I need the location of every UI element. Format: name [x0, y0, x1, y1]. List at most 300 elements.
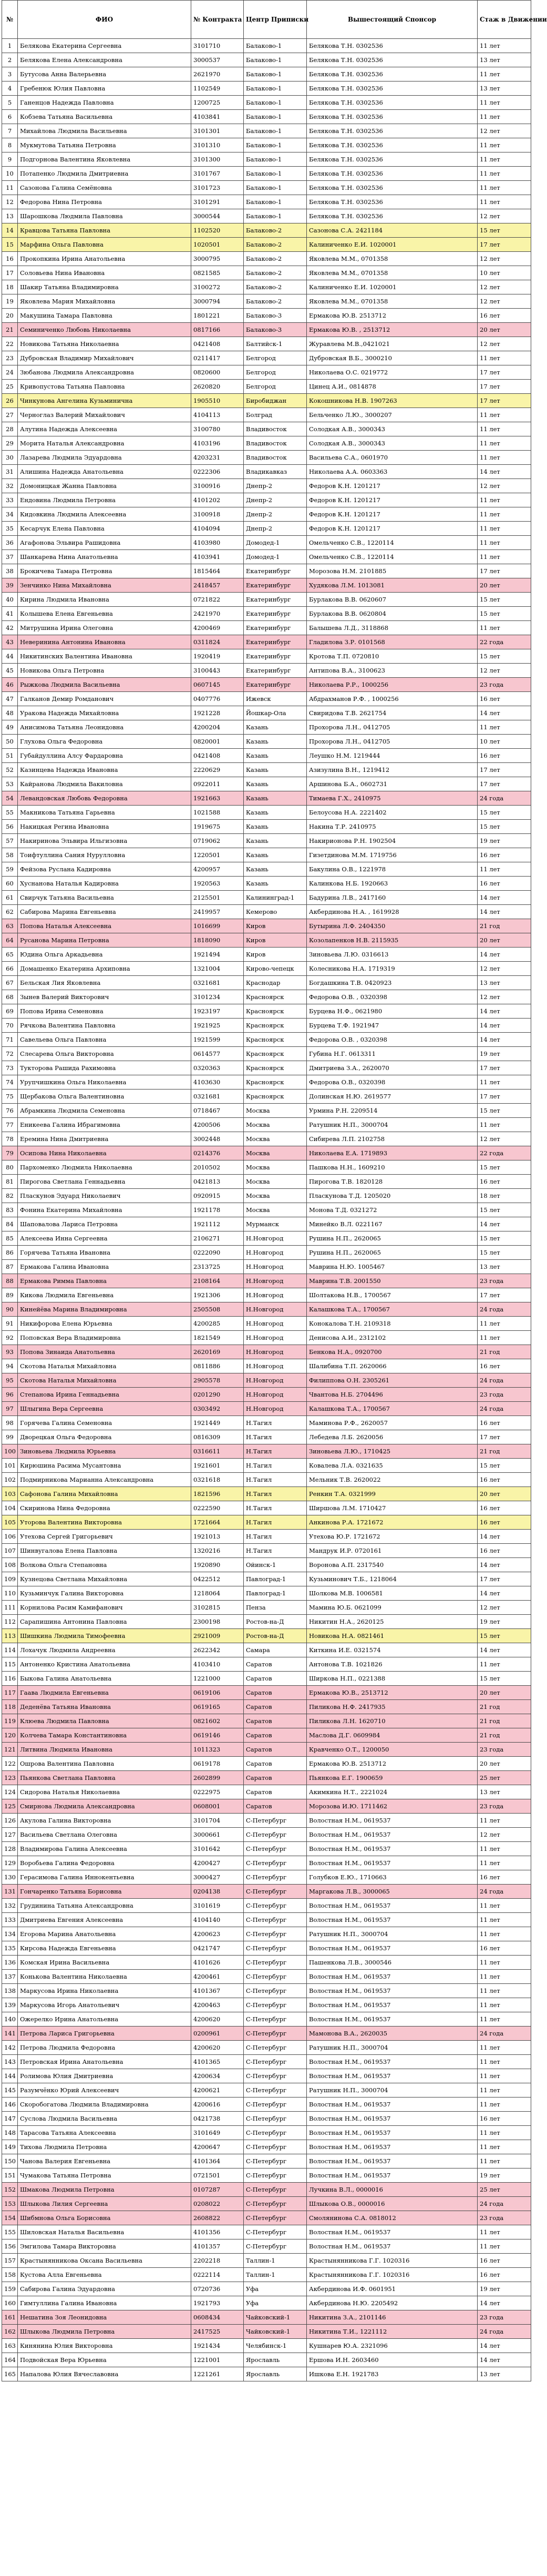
row-contract: 0222306: [191, 465, 244, 479]
row-center: Н.Тагил: [244, 1530, 307, 1544]
row-contract: 1221261: [191, 2367, 244, 2381]
row-number: 41: [2, 607, 18, 621]
row-fio: Неверинина Антонина Ивановна: [18, 635, 191, 649]
row-center: Белгород: [244, 380, 307, 394]
table-row: [2, 380, 531, 394]
row-contract: 0721822: [191, 593, 244, 607]
row-center: С-Петербург: [244, 2168, 307, 2183]
row-number: 44: [2, 649, 18, 664]
row-contract: 0311824: [191, 635, 244, 649]
table-row: [2, 536, 531, 550]
row-contract: 3000661: [191, 1828, 244, 1842]
row-contract: 0719062: [191, 834, 244, 848]
row-contract: 3101704: [191, 1814, 244, 1828]
table-row: [2, 507, 531, 522]
row-fio: Сафонова Галина Михайловна: [18, 1487, 191, 1501]
table-row: [2, 1899, 531, 1913]
table-row: [2, 53, 531, 67]
row-experience: 24 года: [478, 2197, 531, 2211]
table-row: [2, 593, 531, 607]
row-sponsor: Калинкова Н.Б. 1920663: [307, 877, 478, 891]
row-experience: 13 лет: [478, 1785, 531, 1799]
row-fio: Новикова Ольга Петровна: [18, 664, 191, 678]
row-center: Балаково-1: [244, 53, 307, 67]
row-number: 160: [2, 2296, 18, 2310]
row-center: Казань: [244, 820, 307, 834]
row-number: 79: [2, 1146, 18, 1160]
row-sponsor: Белякова Т.Н. 0302536: [307, 53, 478, 67]
row-number: 96: [2, 1388, 18, 1402]
row-number: 156: [2, 2239, 18, 2254]
row-fio: Кузнецова Светлана Михайловна: [18, 1572, 191, 1586]
row-contract: 1102520: [191, 223, 244, 238]
row-center: Красноярск: [244, 1075, 307, 1090]
row-fio: Смирнова Людмила Александровна: [18, 1799, 191, 1814]
row-experience: 16 лет: [478, 877, 531, 891]
table-row: [2, 1629, 531, 1643]
row-number: 151: [2, 2168, 18, 2183]
row-sponsor: Утехова Ю.Р. 1721672: [307, 1530, 478, 1544]
row-experience: 11 лет: [478, 67, 531, 82]
row-sponsor: Федоров К.Н. 1201217: [307, 507, 478, 522]
row-center: Балаково-1: [244, 82, 307, 96]
row-contract: 3000537: [191, 53, 244, 67]
row-sponsor: Калиниченко Е.И. 1020001: [307, 238, 478, 252]
row-center: Красноярск: [244, 1090, 307, 1104]
row-experience: 12 лет: [478, 294, 531, 309]
row-contract: 0811886: [191, 1359, 244, 1373]
row-center: С-Петербург: [244, 2069, 307, 2083]
row-fio: Пирогова Светлана Геннадьевна: [18, 1175, 191, 1189]
row-sponsor: Ренкин Т.А. 0321999: [307, 1487, 478, 1501]
row-number: 22: [2, 337, 18, 351]
row-contract: 0421408: [191, 749, 244, 763]
row-fio: Новикова Татьяна Николаевна: [18, 337, 191, 351]
row-sponsor: Яковлева М.М., 0701358: [307, 294, 478, 309]
row-experience: 25 лет: [478, 1771, 531, 1785]
row-center: С-Петербург: [244, 2197, 307, 2211]
table-row: [2, 1601, 531, 1615]
row-experience: 11 лет: [478, 2055, 531, 2069]
row-contract: 2220629: [191, 763, 244, 777]
row-center: Екатеринбург: [244, 678, 307, 692]
row-center: Балаково-1: [244, 152, 307, 167]
row-experience: 15 лет: [478, 649, 531, 664]
row-center: Казань: [244, 834, 307, 848]
table-row: [2, 2041, 531, 2055]
table-row: [2, 806, 531, 820]
row-experience: 14 лет: [478, 1530, 531, 1544]
row-number: 154: [2, 2211, 18, 2225]
row-number: 147: [2, 2112, 18, 2126]
table-row: [2, 1856, 531, 1870]
row-fio: Суслова Людмила Васильевна: [18, 2112, 191, 2126]
row-sponsor: Шолкова М.В. 1006581: [307, 1586, 478, 1601]
row-fio: Кесарчук Елена Павловна: [18, 522, 191, 536]
row-number: 70: [2, 1019, 18, 1033]
row-center: Н.Тагил: [244, 1459, 307, 1473]
table-row: [2, 1033, 531, 1047]
row-fio: Скиринова Нина Федоровна: [18, 1501, 191, 1515]
row-fio: Гимтуллина Галина Ивановна: [18, 2296, 191, 2310]
row-center: Владивосток: [244, 422, 307, 436]
row-center: Чайковский-1: [244, 2310, 307, 2325]
row-contract: 0201290: [191, 1388, 244, 1402]
row-center: Н.Тагил: [244, 1487, 307, 1501]
row-center: Казань: [244, 777, 307, 791]
row-number: 76: [2, 1104, 18, 1118]
row-experience: 16 лет: [478, 692, 531, 706]
row-experience: 12 лет: [478, 1601, 531, 1615]
row-number: 7: [2, 124, 18, 138]
table-row: [2, 2296, 531, 2310]
row-center: Екатеринбург: [244, 649, 307, 664]
row-experience: 12 лет: [478, 962, 531, 976]
row-contract: 4101364: [191, 2154, 244, 2168]
row-number: 9: [2, 152, 18, 167]
row-number: 77: [2, 1118, 18, 1132]
row-center: Балаково-1: [244, 110, 307, 124]
table-row: [2, 1331, 531, 1345]
table-row: [2, 1175, 531, 1189]
row-experience: 11 лет: [478, 39, 531, 53]
row-contract: 0821585: [191, 266, 244, 280]
row-number: 102: [2, 1473, 18, 1487]
row-center: Белгород: [244, 365, 307, 380]
table-row: [2, 749, 531, 763]
row-center: Красноярск: [244, 990, 307, 1004]
row-experience: 23 года: [478, 1274, 531, 1288]
row-contract: 0204138: [191, 1885, 244, 1899]
row-contract: 0316611: [191, 1444, 244, 1459]
row-center: Ярославль: [244, 2353, 307, 2367]
row-number: 72: [2, 1047, 18, 1061]
row-experience: 15 лет: [478, 1629, 531, 1643]
row-experience: 20 лет: [478, 323, 531, 337]
row-experience: 12 лет: [478, 990, 531, 1004]
row-number: 28: [2, 422, 18, 436]
row-fio: Федорова Нина Петровна: [18, 195, 191, 209]
row-center: С-Петербург: [244, 2055, 307, 2069]
row-number: 52: [2, 763, 18, 777]
row-contract: 3101710: [191, 39, 244, 53]
row-number: 110: [2, 1586, 18, 1601]
row-center: Уфа: [244, 2282, 307, 2296]
row-contract: 3100780: [191, 422, 244, 436]
row-center: С-Петербург: [244, 1984, 307, 1998]
row-sponsor: Белякова Т.Н. 0302536: [307, 96, 478, 110]
row-fio: Подвойская Вера Юрьевна: [18, 2353, 191, 2367]
row-contract: 0820001: [191, 735, 244, 749]
row-center: Москва: [244, 1104, 307, 1118]
row-center: Балаково-2: [244, 280, 307, 294]
row-fio: Бельская Лия Яковлевна: [18, 976, 191, 990]
row-fio: Алексеева Инна Сергеевна: [18, 1231, 191, 1246]
table-row: [2, 39, 531, 53]
row-center: Балаково-1: [244, 181, 307, 195]
row-center: Краснодар: [244, 976, 307, 990]
table-row: [2, 493, 531, 507]
table-row: [2, 678, 531, 692]
row-contract: 1921599: [191, 1033, 244, 1047]
row-center: С-Петербург: [244, 1814, 307, 1828]
row-sponsor: Ратушник Н.П., 3000704: [307, 1927, 478, 1941]
row-experience: 14 лет: [478, 905, 531, 919]
row-fio: Горячева Галина Семеновна: [18, 1416, 191, 1430]
row-contract: 1905510: [191, 394, 244, 408]
row-fio: Мукмутова Татьяна Петровна: [18, 138, 191, 152]
row-experience: 11 лет: [478, 422, 531, 436]
table-row: [2, 522, 531, 536]
row-contract: 2418457: [191, 578, 244, 593]
row-experience: 11 лет: [478, 2154, 531, 2168]
row-contract: 4203231: [191, 451, 244, 465]
row-number: 18: [2, 280, 18, 294]
row-contract: 3100443: [191, 664, 244, 678]
row-center: Екатеринбург: [244, 593, 307, 607]
row-contract: 2505508: [191, 1302, 244, 1317]
row-center: С-Петербург: [244, 2041, 307, 2055]
row-experience: 24 года: [478, 1373, 531, 1388]
row-sponsor: Маминова Р.Ф., 2620057: [307, 1416, 478, 1430]
row-experience: 11 лет: [478, 507, 531, 522]
table-row: [2, 422, 531, 436]
table-row: [2, 635, 531, 649]
row-sponsor: Пирогова Т.В. 1820128: [307, 1175, 478, 1189]
row-experience: 11 лет: [478, 1856, 531, 1870]
table-row: [2, 337, 531, 351]
row-number: 51: [2, 749, 18, 763]
row-sponsor: Бурцева Т.Ф. 1921947: [307, 1019, 478, 1033]
row-center: Балаково-1: [244, 195, 307, 209]
row-contract: 1821549: [191, 1331, 244, 1345]
row-contract: 3000427: [191, 1870, 244, 1885]
table-row: [2, 209, 531, 223]
row-fio: Сабирова Марина Евгеньевна: [18, 905, 191, 919]
table-row: [2, 2027, 531, 2041]
row-center: Белгород: [244, 351, 307, 365]
row-experience: 24 года: [478, 1302, 531, 1317]
row-fio: Ошрова Валентина Павловна: [18, 1757, 191, 1771]
row-fio: Шиловская Наталья Васильевна: [18, 2225, 191, 2239]
table-row: [2, 2083, 531, 2098]
row-number: 59: [2, 862, 18, 877]
row-contract: 0321618: [191, 1473, 244, 1487]
row-sponsor: Омельченко С.В., 1220114: [307, 536, 478, 550]
row-sponsor: Омельченко С.В., 1220114: [307, 550, 478, 564]
row-center: Москва: [244, 1160, 307, 1175]
table-row: [2, 1317, 531, 1331]
table-row: [2, 124, 531, 138]
table-row: [2, 1047, 531, 1061]
row-number: 145: [2, 2083, 18, 2098]
row-fio: Губайдуллина Алсу Фардаровна: [18, 749, 191, 763]
row-fio: Скоробогатова Людмила Владимировна: [18, 2098, 191, 2112]
row-experience: 14 лет: [478, 465, 531, 479]
table-row: [2, 692, 531, 706]
row-fio: Клюева Людмила Павловна: [18, 1714, 191, 1728]
row-contract: 4101365: [191, 2055, 244, 2069]
row-number: 81: [2, 1175, 18, 1189]
row-sponsor: Прохорова Л.Н., 0412705: [307, 720, 478, 735]
row-experience: 22 года: [478, 635, 531, 649]
row-experience: 14 лет: [478, 1558, 531, 1572]
table-row: [2, 550, 531, 564]
row-experience: 11 лет: [478, 550, 531, 564]
row-fio: Бутусова Анна Валерьевна: [18, 67, 191, 82]
table-row: [2, 1146, 531, 1160]
table-row: [2, 167, 531, 181]
table-row: [2, 408, 531, 422]
row-fio: Митрушина Ирина Олеговна: [18, 621, 191, 635]
row-experience: 14 лет: [478, 706, 531, 720]
row-center: Балаково-1: [244, 209, 307, 223]
table-row: [2, 1828, 531, 1842]
row-experience: 11 лет: [478, 351, 531, 365]
table-row: [2, 280, 531, 294]
row-fio: Крастынянникова Оксана Васильевна: [18, 2254, 191, 2268]
row-number: 127: [2, 1828, 18, 1842]
row-sponsor: Ермакова Ю.В. 2513712: [307, 1757, 478, 1771]
row-sponsor: Пиликова Л.Н. 1620710: [307, 1714, 478, 1728]
row-number: 37: [2, 550, 18, 564]
row-number: 98: [2, 1416, 18, 1430]
row-sponsor: Никитина З.А., 2101146: [307, 2310, 478, 2325]
row-sponsor: Кузьминович Т.Б., 1218064: [307, 1572, 478, 1586]
row-number: 163: [2, 2339, 18, 2353]
table-row: [2, 1643, 531, 1657]
row-center: С-Петербург: [244, 2098, 307, 2112]
row-fio: Потапенко Людмила Дмитриевна: [18, 167, 191, 181]
table-row: [2, 2069, 531, 2083]
table-row: [2, 2225, 531, 2239]
table-row: [2, 479, 531, 493]
table-row: [2, 465, 531, 479]
row-contract: 1919675: [191, 820, 244, 834]
row-fio: Чумакова Татьяна Петровна: [18, 2168, 191, 2183]
row-center: Домодед-1: [244, 550, 307, 564]
row-fio: Скотова Наталья Михайловна: [18, 1373, 191, 1388]
row-sponsor: Балышева Л.Д., 3118868: [307, 621, 478, 635]
row-sponsor: Смолянинова С.А. 0818012: [307, 2211, 478, 2225]
row-center: Красноярск: [244, 1061, 307, 1075]
row-contract: 0407776: [191, 692, 244, 706]
row-number: 17: [2, 266, 18, 280]
row-center: Владивосток: [244, 451, 307, 465]
table-row: [2, 1927, 531, 1941]
row-number: 129: [2, 1856, 18, 1870]
row-experience: 11 лет: [478, 2041, 531, 2055]
row-contract: 3101642: [191, 1842, 244, 1856]
row-center: С-Петербург: [244, 1913, 307, 1927]
row-center: Екатеринбург: [244, 664, 307, 678]
row-contract: 0222590: [191, 1501, 244, 1515]
row-sponsor: Гизетдинова М.М. 1719756: [307, 848, 478, 862]
row-fio: Тукторова Рашида Рахимовна: [18, 1061, 191, 1075]
row-number: 50: [2, 735, 18, 749]
row-sponsor: Бакулина О.В., 1221978: [307, 862, 478, 877]
row-sponsor: Пашенкова Л.В., 3000546: [307, 1956, 478, 1970]
table-row: [2, 1530, 531, 1544]
table-row: [2, 1260, 531, 1274]
row-center: Йошкар-Ола: [244, 706, 307, 720]
row-center: Балаково-2: [244, 238, 307, 252]
row-number: 115: [2, 1657, 18, 1672]
row-fio: Антоненко Кристина Анатольевна: [18, 1657, 191, 1672]
row-sponsor: Маргакова Л.В., 3000065: [307, 1885, 478, 1899]
row-number: 159: [2, 2282, 18, 2296]
row-contract: 1218064: [191, 1586, 244, 1601]
row-sponsor: Бадурина Л.В., 2417160: [307, 891, 478, 905]
table-row: [2, 2239, 531, 2254]
row-experience: 11 лет: [478, 1075, 531, 1090]
row-sponsor: Ратушник Н.П., 3000704: [307, 1118, 478, 1132]
row-experience: 13 лет: [478, 82, 531, 96]
row-fio: Пласкунов Эдуард Николаевич: [18, 1189, 191, 1203]
row-fio: Колышева Елена Евгеньевна: [18, 607, 191, 621]
table-row: [2, 990, 531, 1004]
table-row: [2, 2254, 531, 2268]
row-center: С-Петербург: [244, 1941, 307, 1956]
table-row: [2, 1061, 531, 1075]
row-contract: 1921178: [191, 1203, 244, 1217]
row-sponsor: Бурлакова В.В. 0620607: [307, 593, 478, 607]
row-number: 23: [2, 351, 18, 365]
row-contract: 1818090: [191, 933, 244, 948]
row-contract: 2608822: [191, 2211, 244, 2225]
row-number: 58: [2, 848, 18, 862]
row-number: 54: [2, 791, 18, 806]
row-contract: 1921925: [191, 1019, 244, 1033]
row-fio: Зынев Валерий Викторович: [18, 990, 191, 1004]
row-fio: Чанова Валерия Евгеньевна: [18, 2154, 191, 2168]
row-contract: 3102815: [191, 1601, 244, 1615]
header-fio: ФИО: [18, 1, 191, 39]
row-fio: Яковлева Мария Михайловна: [18, 294, 191, 309]
row-center: Москва: [244, 1175, 307, 1189]
row-contract: 3101767: [191, 167, 244, 181]
row-sponsor: Бурлакова В.В. 0620804: [307, 607, 478, 621]
row-sponsor: Монова Т.Д. 0321272: [307, 1203, 478, 1217]
row-contract: 3101301: [191, 124, 244, 138]
row-center: Балаково-1: [244, 124, 307, 138]
row-fio: Петрова Людмила Федоровна: [18, 2041, 191, 2055]
row-experience: 17 лет: [478, 365, 531, 380]
row-contract: 3101291: [191, 195, 244, 209]
row-fio: Кравцова Татьяна Павловна: [18, 223, 191, 238]
row-center: Казань: [244, 749, 307, 763]
row-experience: 11 лет: [478, 1913, 531, 1927]
row-fio: Лохачук Людмила Андреевна: [18, 1643, 191, 1657]
row-fio: Урупчишкина Ольга Николаевна: [18, 1075, 191, 1090]
row-experience: 24 года: [478, 2027, 531, 2041]
row-contract: 0718467: [191, 1104, 244, 1118]
row-sponsor: Белякова Т.Н. 0302536: [307, 82, 478, 96]
row-number: 107: [2, 1544, 18, 1558]
row-experience: 11 лет: [478, 138, 531, 152]
table-row: [2, 649, 531, 664]
row-fio: Михайлова Людмила Васильевна: [18, 124, 191, 138]
row-contract: 3101619: [191, 1899, 244, 1913]
row-experience: 19 лет: [478, 834, 531, 848]
row-fio: Гребенюк Юлия Павловна: [18, 82, 191, 96]
row-fio: Сарапишина Антонина Павловна: [18, 1615, 191, 1629]
row-experience: 15 лет: [478, 607, 531, 621]
row-number: 138: [2, 1984, 18, 1998]
header-contract: № Контракта: [191, 1, 244, 39]
row-experience: 21 год: [478, 1444, 531, 1459]
row-fio: Нешатина Зоя Леонидовна: [18, 2310, 191, 2325]
